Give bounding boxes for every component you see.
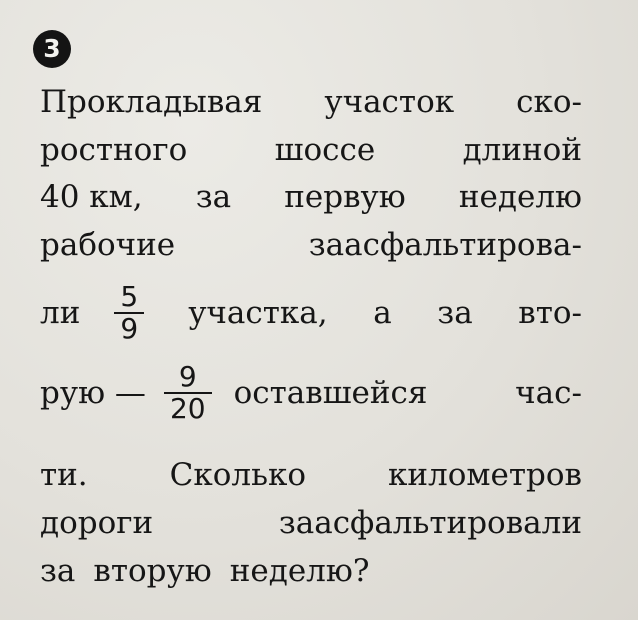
text-line-9 bbox=[40, 551, 582, 591]
text-line-7 bbox=[40, 455, 582, 495]
word: шоссе bbox=[274, 132, 376, 168]
word: 40 км, bbox=[40, 179, 143, 215]
word: первую bbox=[284, 179, 406, 215]
word: ско- bbox=[516, 84, 582, 120]
word: рабочие bbox=[40, 227, 176, 263]
fraction-line-2-tail bbox=[234, 375, 582, 411]
text-line-1 bbox=[40, 82, 582, 122]
word: длиной bbox=[462, 132, 582, 168]
fraction-denominator: 9 bbox=[114, 312, 144, 344]
fraction-line-1-tail bbox=[188, 295, 582, 331]
fraction-line-1 bbox=[40, 282, 582, 344]
word: ти. bbox=[40, 457, 88, 493]
task-number-badge: 3 bbox=[33, 30, 71, 68]
word: неделю? bbox=[229, 553, 370, 589]
word: вторую bbox=[93, 553, 212, 589]
word: Прокладывая bbox=[40, 84, 263, 120]
word: ростного bbox=[40, 132, 188, 168]
text-line-8 bbox=[40, 503, 582, 543]
fraction-denominator: 20 bbox=[164, 392, 212, 424]
word: километров bbox=[388, 457, 582, 493]
word: заасфальтировали bbox=[278, 505, 582, 541]
word: неделю bbox=[458, 179, 582, 215]
text-line-4 bbox=[40, 225, 582, 265]
fraction-five-ninths bbox=[114, 282, 144, 344]
text-line-3 bbox=[40, 177, 582, 217]
word: заасфальтирова- bbox=[308, 227, 582, 263]
word: рую — bbox=[40, 375, 146, 411]
fraction-line-2 bbox=[40, 362, 582, 424]
word: за bbox=[195, 179, 232, 215]
word: час- bbox=[515, 375, 582, 411]
word: Сколько bbox=[169, 457, 307, 493]
word: а bbox=[373, 295, 392, 331]
fraction-nine-twentieths bbox=[164, 362, 212, 424]
word: дороги bbox=[40, 505, 154, 541]
word: за bbox=[437, 295, 473, 331]
word: за bbox=[40, 553, 76, 589]
word: участок bbox=[324, 84, 455, 120]
word: оставшейся bbox=[233, 375, 428, 411]
fraction-numerator: 5 bbox=[120, 280, 139, 313]
word: участка, bbox=[188, 295, 328, 331]
fraction-numerator: 9 bbox=[178, 360, 197, 393]
word: вто- bbox=[518, 295, 582, 331]
text-line-2 bbox=[40, 130, 582, 170]
word: ли bbox=[40, 295, 81, 331]
